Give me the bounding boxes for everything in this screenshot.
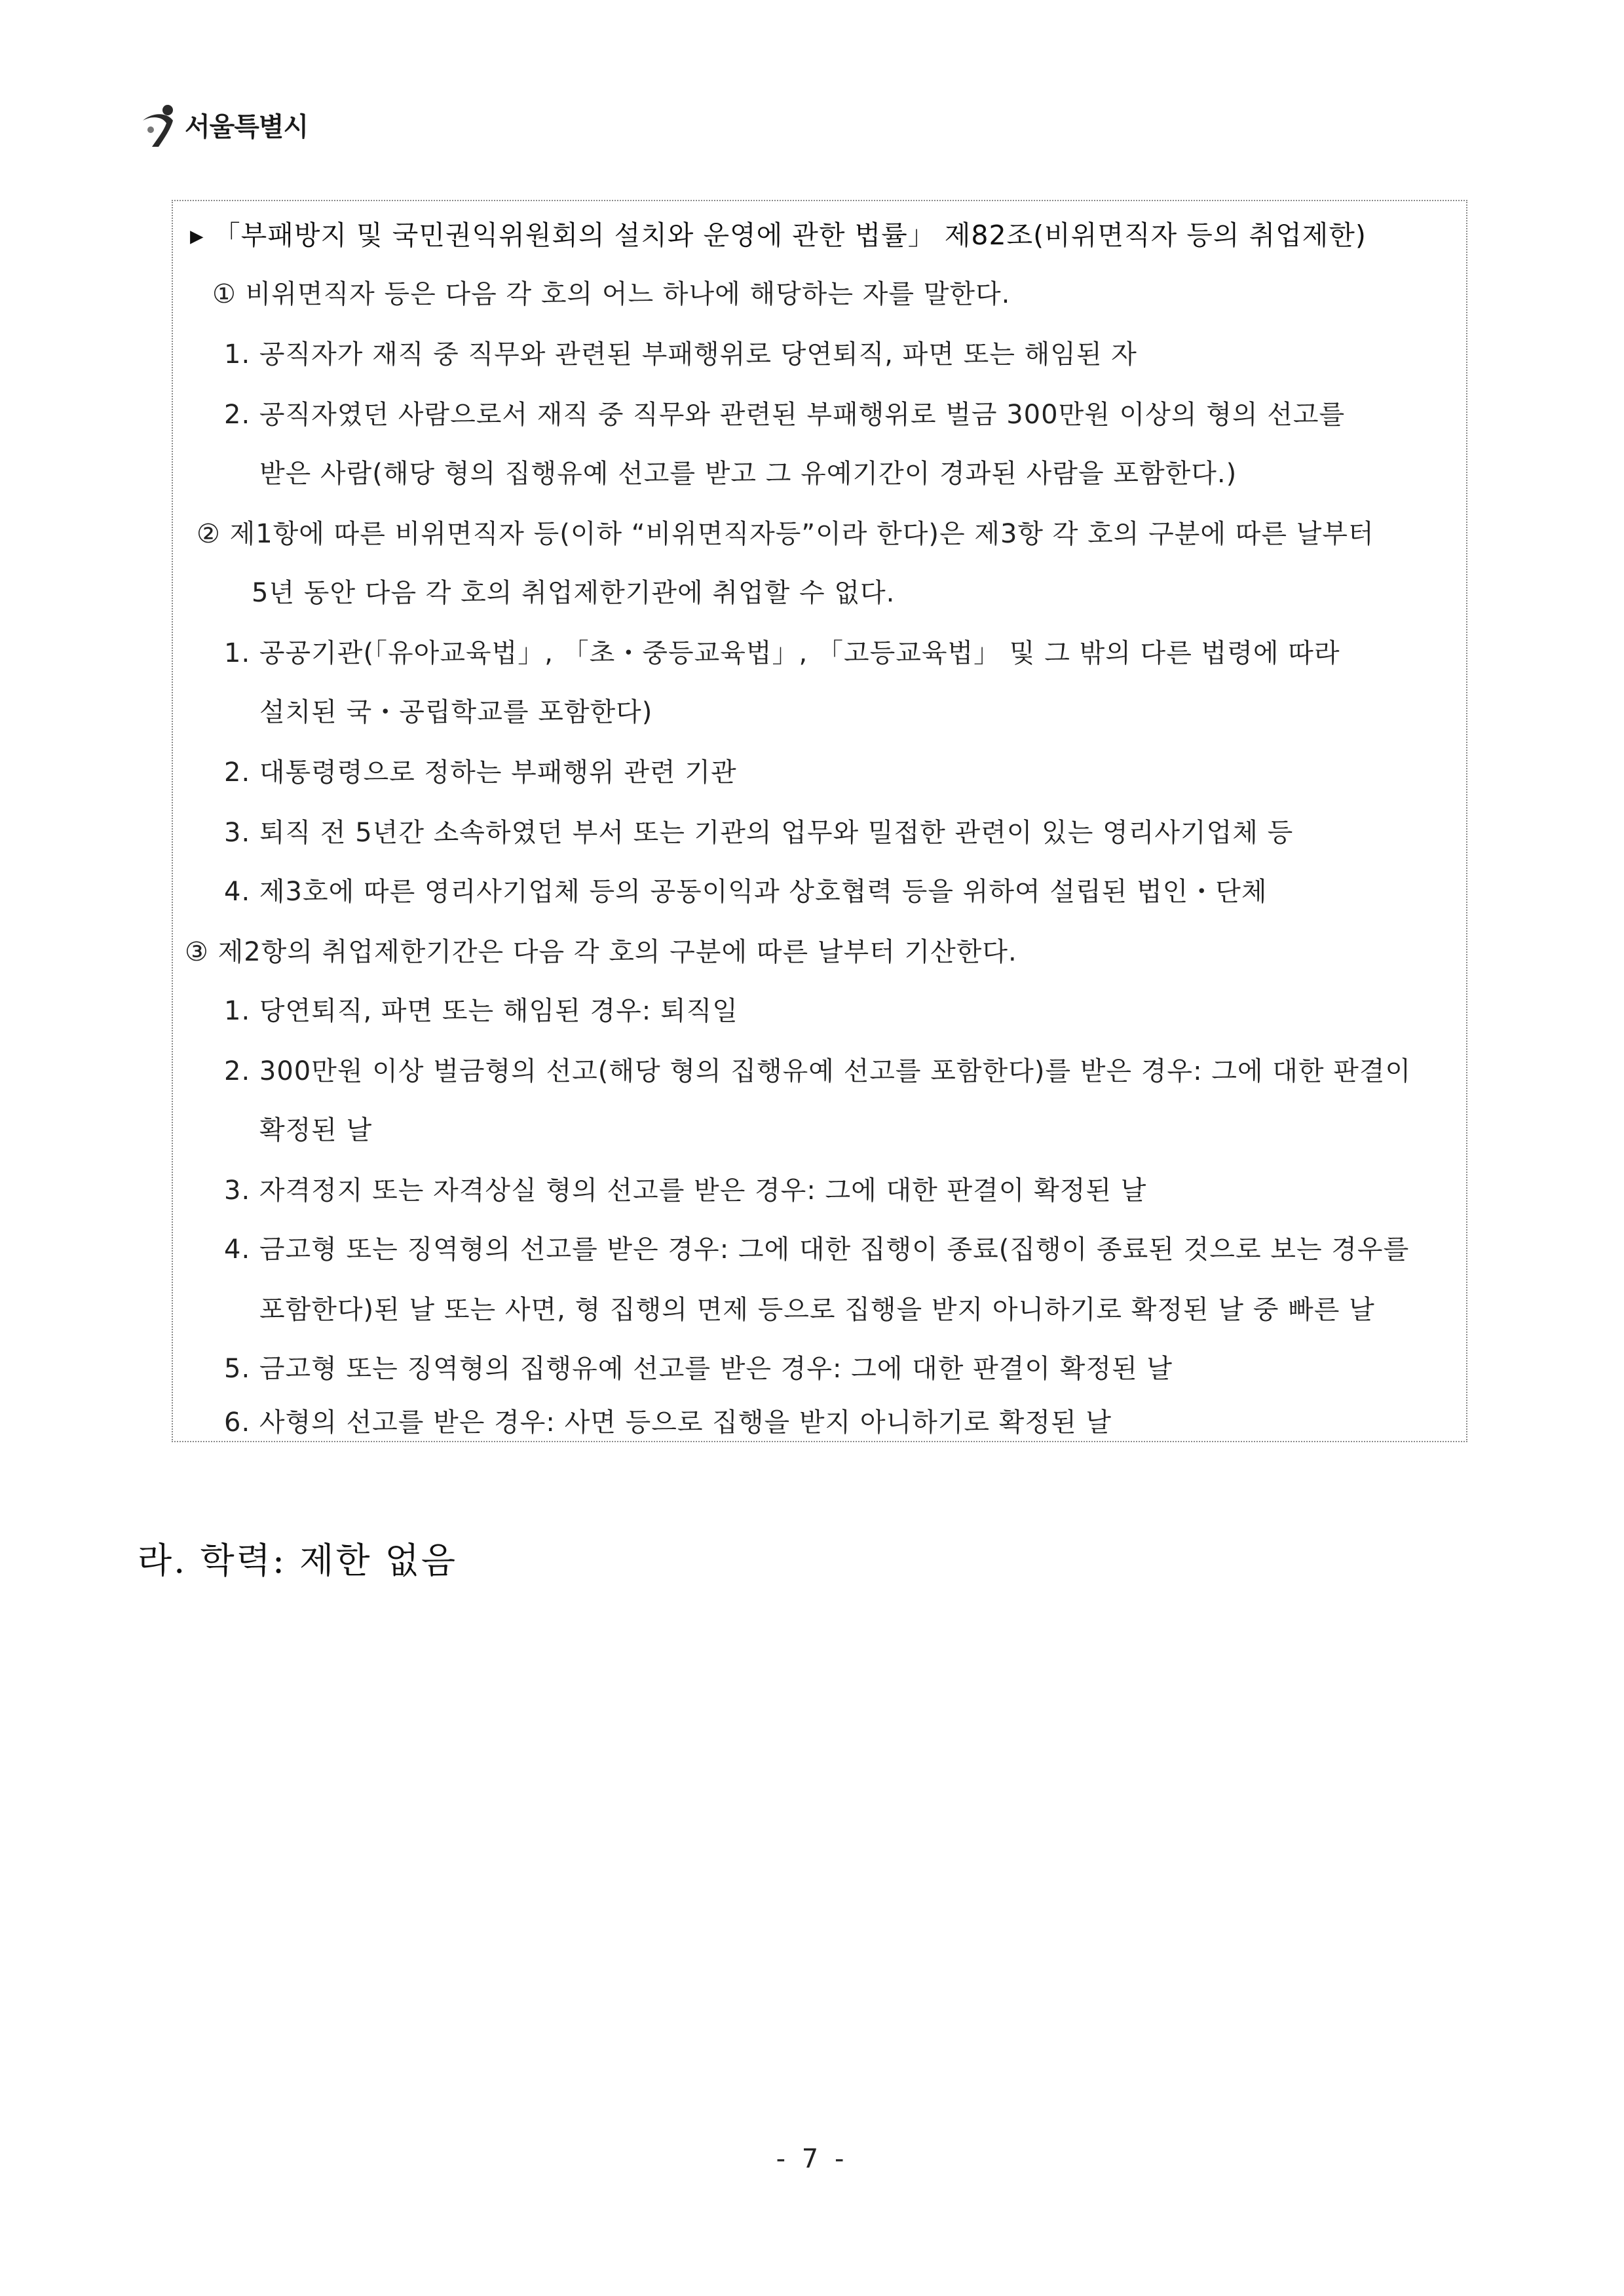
section-heading-education: 라. 학력: 제한 없음 bbox=[138, 1540, 458, 1581]
law-item-1-1: 1. 공직자가 재직 중 직무와 관련된 부패행위로 당연퇴직, 파면 또는 해임된 자 bbox=[224, 339, 1137, 370]
law-title: ▸ 「부패방지 및 국민권익위원회의 설치와 운영에 관한 법률」 제82조(비위면직자 등의 취업제한) bbox=[190, 220, 1367, 251]
law-item-1-2-cont: 받은 사람(해당 형의 집행유예 선고를 받고 그 유예기간이 경과된 사람을 포함한다.) bbox=[259, 459, 1237, 489]
law-item-3-4-cont: 포함한다)된 날 또는 사면, 형 집행의 면제 등으로 집행을 받지 아니하기로 확정된 날 중 빠른 날 bbox=[259, 1295, 1375, 1325]
law-item-2-2: 2. 대통령령으로 정하는 부패행위 관련 기관 bbox=[224, 757, 737, 788]
law-item-2-1-cont: 설치된 국・공립학교를 포함한다) bbox=[259, 697, 653, 727]
law-item-3-2-cont: 확정된 날 bbox=[259, 1115, 373, 1145]
law-item-3-5: 5. 금고형 또는 징역형의 집행유예 선고를 받은 경우: 그에 대한 판결이 확정된 날 bbox=[224, 1354, 1173, 1384]
law-paragraph-2: ② 제1항에 따른 비위면직자 등(이하 “비위면직자등”이라 한다)은 제3항 각 호의 구분에 따른 날부터 bbox=[197, 519, 1374, 549]
law-item-3-1: 1. 당연퇴직, 파면 또는 해임된 경우: 퇴직일 bbox=[224, 996, 738, 1026]
law-item-3-2: 2. 300만원 이상 벌금형의 선고(해당 형의 집행유예 선고를 포함한다)를 받은 경우: 그에 대한 판결이 bbox=[224, 1056, 1412, 1086]
law-paragraph-1: ① 비위면직자 등은 다음 각 호의 어느 하나에 해당하는 자를 말한다. bbox=[212, 279, 1011, 309]
law-item-2-1: 1. 공공기관(「유아교육법」, 「초・중등교육법」, 「고등교육법」 및 그 밖의 다른 법령에 따라 bbox=[224, 638, 1340, 668]
seoul-city-symbol-icon bbox=[138, 101, 182, 148]
law-excerpt-box bbox=[172, 200, 1467, 1442]
law-item-1-2: 2. 공직자였던 사람으로서 재직 중 직무와 관련된 부패행위로 벌금 300만원 이상의 형의 선고를 bbox=[224, 400, 1346, 430]
page-number: - 7 - bbox=[776, 2144, 848, 2174]
law-item-3-4: 4. 금고형 또는 징역형의 선고를 받은 경우: 그에 대한 집행이 종료(집행이 종료된 것으로 보는 경우를 bbox=[224, 1234, 1410, 1265]
header-logo bbox=[138, 98, 308, 151]
law-item-3-3: 3. 자격정지 또는 자격상실 형의 선고를 받은 경우: 그에 대한 판결이 확정된 날 bbox=[224, 1176, 1147, 1206]
law-item-2-4: 4. 제3호에 따른 영리사기업체 등의 공동이익과 상호협력 등을 위하여 설립된 법인・단체 bbox=[224, 877, 1268, 907]
law-paragraph-2-cont: 5년 동안 다음 각 호의 취업제한기관에 취업할 수 없다. bbox=[252, 578, 896, 608]
org-name: 서울특별시 bbox=[185, 111, 309, 142]
law-item-2-3: 3. 퇴직 전 5년간 소속하였던 부서 또는 기관의 업무와 밀접한 관련이 있는 영리사기업체 등 bbox=[224, 818, 1294, 848]
law-paragraph-3: ③ 제2항의 취업제한기간은 다음 각 호의 구분에 따른 날부터 기산한다. bbox=[185, 937, 1017, 967]
law-item-3-6: 6. 사형의 선고를 받은 경우: 사면 등으로 집행을 받지 아니하기로 확정된 날 bbox=[224, 1407, 1112, 1438]
